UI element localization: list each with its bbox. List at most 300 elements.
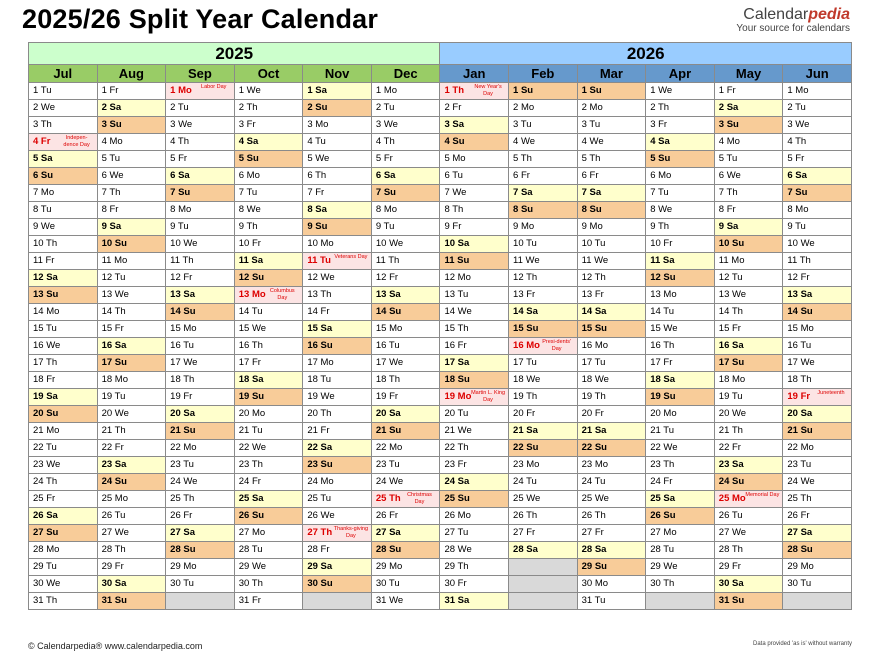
day-label: 28 Tu	[650, 544, 674, 555]
day-cell	[97, 304, 166, 321]
day-cell	[440, 593, 509, 610]
day-cell	[371, 423, 440, 440]
day-label: 10 Fr	[650, 238, 673, 249]
day-cell	[234, 321, 303, 338]
day-cell	[371, 338, 440, 355]
day-label: 22 Su	[581, 442, 607, 453]
holiday-name: Presi-dents' Day	[542, 339, 572, 352]
day-cell	[440, 423, 509, 440]
day-cell	[166, 304, 235, 321]
day-label: 23 Tu	[375, 459, 400, 470]
day-cell	[783, 117, 852, 134]
day-label: 4 Sa	[650, 136, 670, 147]
calendar-table	[28, 42, 852, 610]
day-label: 1 Su	[513, 85, 534, 96]
day-cell	[783, 100, 852, 117]
day-label: 28 Th	[101, 544, 126, 555]
day-label: 12 Mo	[444, 272, 471, 283]
day-label: 21 Th	[101, 425, 126, 436]
day-label: 3 Fr	[238, 119, 256, 130]
day-cell	[97, 202, 166, 219]
day-label: 20 Mo	[238, 408, 266, 419]
brand-logo[interactable]	[736, 6, 850, 34]
day-label: 8 Fr	[101, 204, 119, 215]
day-label: 26 We	[307, 510, 335, 521]
day-cell	[509, 440, 578, 457]
day-label: 30 We	[33, 578, 61, 589]
day-label: 14 Su	[170, 306, 196, 317]
holiday-name: New Year's Day	[474, 84, 502, 97]
day-cell	[234, 406, 303, 423]
day-label: 10 Su	[718, 238, 745, 249]
day-label: 9 Th	[238, 221, 258, 232]
day-label: 30 Mo	[581, 578, 609, 589]
holiday-cell	[303, 253, 372, 270]
year-2025-header: 2025	[29, 43, 440, 65]
day-cell	[440, 236, 509, 253]
month-header-oct: Oct	[234, 65, 303, 83]
day-row	[29, 372, 852, 389]
page-title: 2025/26 Split Year Calendar	[22, 4, 379, 34]
day-cell	[714, 287, 783, 304]
day-row	[29, 423, 852, 440]
footer-copyright: © Calendarpedia® www.calendarpedia.com	[28, 641, 203, 651]
day-cell	[577, 151, 646, 168]
holiday-name: Martin L. King Day	[471, 390, 506, 403]
day-label: 31 Su	[718, 595, 745, 606]
day-cell	[509, 168, 578, 185]
day-cell	[646, 270, 715, 287]
day-cell	[783, 236, 852, 253]
day-label: 8 Su	[513, 204, 534, 215]
day-label: 25 We	[581, 493, 609, 504]
day-cell	[166, 576, 235, 593]
day-cell	[303, 440, 372, 457]
day-row	[29, 355, 852, 372]
holiday-name: Juneteenth	[817, 390, 845, 396]
day-label: 17 Su	[101, 357, 127, 368]
day-cell	[577, 440, 646, 457]
day-cell	[783, 372, 852, 389]
day-label: 3 We	[787, 119, 810, 130]
day-cell	[783, 134, 852, 151]
day-label: 9 Sa	[718, 221, 739, 232]
day-label: 16 Mo	[581, 340, 609, 351]
empty-cell	[509, 559, 578, 576]
day-label: 13 Fr	[581, 289, 604, 300]
day-label: 6 Sa	[375, 170, 396, 181]
day-label: 30 Sa	[101, 578, 127, 589]
day-label: 21 Su	[170, 425, 196, 436]
day-cell	[29, 372, 98, 389]
day-label: 17 We	[787, 357, 815, 368]
day-cell	[646, 576, 715, 593]
day-label: 26 Fr	[787, 510, 810, 521]
day-label: 31 Su	[101, 595, 127, 606]
day-cell	[371, 457, 440, 474]
day-label: 3 We	[170, 119, 193, 130]
day-label: 29 Fr	[718, 561, 741, 572]
day-cell	[509, 457, 578, 474]
day-label: 4 Su	[444, 136, 465, 147]
day-label: 20 Fr	[581, 408, 604, 419]
day-cell	[577, 100, 646, 117]
month-header-dec: Dec	[371, 65, 440, 83]
day-cell	[371, 321, 440, 338]
day-row	[29, 185, 852, 202]
day-cell	[714, 559, 783, 576]
day-row	[29, 304, 852, 321]
holiday-name: Thanks-giving Day	[333, 526, 369, 539]
day-cell	[783, 491, 852, 508]
day-cell	[440, 576, 509, 593]
day-cell	[97, 253, 166, 270]
day-label: 14 Th	[718, 306, 743, 317]
day-label: 18 Mo	[101, 374, 128, 385]
day-label: 19 Tu	[718, 391, 743, 402]
day-label: 7 Su	[787, 187, 808, 198]
day-cell	[646, 219, 715, 236]
day-cell	[577, 593, 646, 610]
day-label: 28 Sa	[581, 544, 607, 555]
day-cell	[509, 185, 578, 202]
day-label: 18 Th	[170, 374, 195, 385]
empty-cell	[783, 593, 852, 610]
day-label: 12 Su	[650, 272, 676, 283]
day-row	[29, 576, 852, 593]
day-cell	[166, 525, 235, 542]
empty-cell	[166, 593, 235, 610]
day-label: 27 Fr	[513, 527, 536, 538]
day-label: 13 We	[101, 289, 129, 300]
day-label: 15 Sa	[307, 323, 333, 334]
day-label: 12 We	[307, 272, 335, 283]
day-cell	[303, 321, 372, 338]
day-label: 22 Su	[513, 442, 539, 453]
day-label: 19 Th	[513, 391, 538, 402]
day-label: 9 Tu	[170, 221, 189, 232]
day-cell	[577, 287, 646, 304]
day-cell	[714, 83, 783, 100]
day-cell	[371, 134, 440, 151]
day-cell	[303, 406, 372, 423]
day-cell	[29, 321, 98, 338]
day-label: 8 We	[238, 204, 261, 215]
day-label: 25 Mo	[101, 493, 128, 504]
day-cell	[97, 287, 166, 304]
day-label: 7 Tu	[650, 187, 669, 198]
day-label: 24 Tu	[513, 476, 537, 487]
day-cell	[440, 168, 509, 185]
day-label: 21 Th	[718, 425, 743, 436]
day-label: 20 Sa	[375, 408, 401, 419]
day-cell	[783, 457, 852, 474]
day-cell	[29, 491, 98, 508]
day-row	[29, 253, 852, 270]
day-cell	[646, 508, 715, 525]
day-row	[29, 338, 852, 355]
day-label: 1 Su	[581, 85, 602, 96]
day-label: 7 Th	[101, 187, 121, 198]
day-label: 13 Th	[307, 289, 332, 300]
day-cell	[29, 338, 98, 355]
day-cell	[440, 117, 509, 134]
day-label: 4 Th	[170, 136, 189, 147]
day-cell	[783, 355, 852, 372]
day-cell	[303, 508, 372, 525]
day-cell	[371, 151, 440, 168]
day-label: 23 Th	[238, 459, 263, 470]
day-label: 16 We	[33, 340, 61, 351]
day-cell	[783, 576, 852, 593]
day-cell	[509, 202, 578, 219]
brand-tagline: Your source for calendars	[736, 23, 850, 34]
day-cell	[303, 423, 372, 440]
day-label: 15 Mo	[170, 323, 197, 334]
day-cell	[234, 83, 303, 100]
day-cell	[714, 457, 783, 474]
day-cell	[783, 185, 852, 202]
day-cell	[97, 168, 166, 185]
day-cell	[303, 100, 372, 117]
day-label: 31 Tu	[581, 595, 606, 606]
day-cell	[509, 100, 578, 117]
day-label: 24 We	[375, 476, 404, 487]
day-cell	[371, 593, 440, 610]
day-label: 29 Fr	[101, 561, 124, 572]
day-label: 8 We	[650, 204, 673, 215]
day-label: 21 Su	[375, 425, 402, 436]
day-label: 13 We	[718, 289, 747, 300]
day-label: 4 Mo	[101, 136, 123, 147]
day-row	[29, 236, 852, 253]
day-label: 8 Mo	[787, 204, 809, 215]
day-cell	[303, 168, 372, 185]
day-label: 5 Fr	[170, 153, 188, 164]
day-cell	[29, 423, 98, 440]
day-cell	[646, 117, 715, 134]
day-cell	[509, 253, 578, 270]
day-cell	[646, 423, 715, 440]
day-cell	[97, 542, 166, 559]
holiday-cell	[303, 525, 372, 542]
day-row	[29, 117, 852, 134]
day-label: 21 Mo	[33, 425, 60, 436]
day-label: 8 Su	[581, 204, 602, 215]
day-cell	[577, 270, 646, 287]
day-label: 15 Fr	[101, 323, 124, 334]
day-cell	[714, 542, 783, 559]
day-cell	[783, 219, 852, 236]
day-cell	[303, 389, 372, 406]
day-cell	[783, 202, 852, 219]
day-cell	[646, 287, 715, 304]
day-cell	[234, 593, 303, 610]
day-cell	[303, 559, 372, 576]
day-label: 2 Mo	[581, 102, 603, 113]
day-cell	[234, 117, 303, 134]
day-label: 28 Th	[718, 544, 743, 555]
day-cell	[577, 457, 646, 474]
day-cell	[509, 372, 578, 389]
holiday-name: Columbus Day	[269, 288, 295, 301]
day-cell	[303, 304, 372, 321]
day-label: 20 Sa	[170, 408, 195, 419]
month-header-aug: Aug	[97, 65, 166, 83]
day-cell	[234, 253, 303, 270]
month-header-jun: Jun	[783, 65, 852, 83]
day-label: 7 Sa	[513, 187, 533, 198]
day-cell	[783, 338, 852, 355]
day-cell	[303, 236, 372, 253]
day-label: 21 Su	[787, 425, 813, 436]
day-cell	[234, 304, 303, 321]
day-cell	[577, 304, 646, 321]
day-cell	[440, 253, 509, 270]
day-label: 1 We	[238, 85, 261, 96]
day-row	[29, 83, 852, 100]
day-cell	[783, 304, 852, 321]
day-row	[29, 287, 852, 304]
day-label: 10 We	[375, 238, 404, 249]
day-cell	[166, 355, 235, 372]
day-label: 9 Su	[307, 221, 328, 232]
day-cell	[234, 491, 303, 508]
day-cell	[29, 304, 98, 321]
day-row	[29, 270, 852, 287]
day-label: 23 Tu	[787, 459, 812, 470]
day-cell	[29, 236, 98, 253]
day-cell	[646, 372, 715, 389]
day-label: 14 Tu	[650, 306, 674, 317]
day-label: 17 Fr	[238, 357, 261, 368]
day-cell	[29, 440, 98, 457]
day-label: 25 Sa	[650, 493, 676, 504]
day-label: 6 Th	[307, 170, 327, 181]
holiday-name: Indepen-dence Day	[63, 135, 90, 148]
day-cell	[646, 525, 715, 542]
day-cell	[646, 406, 715, 423]
holiday-name: Veterans Day	[334, 254, 368, 260]
day-cell	[646, 491, 715, 508]
day-cell	[577, 491, 646, 508]
day-cell	[166, 100, 235, 117]
day-cell	[371, 406, 440, 423]
day-cell	[166, 440, 235, 457]
empty-cell	[646, 593, 715, 610]
day-label: 16 Tu	[170, 340, 194, 351]
day-label: 11 We	[513, 255, 540, 266]
day-label: 14 Su	[787, 306, 813, 317]
day-cell	[234, 236, 303, 253]
day-cell	[97, 270, 166, 287]
day-label: 13 Sa	[170, 289, 195, 300]
day-cell	[97, 151, 166, 168]
day-cell	[371, 559, 440, 576]
year-header-row	[29, 43, 852, 65]
day-label: 17 We	[170, 357, 198, 368]
day-cell	[97, 372, 166, 389]
day-label: 5 Tu	[718, 153, 738, 164]
day-label: 22 Mo	[170, 442, 197, 453]
day-cell	[29, 474, 98, 491]
day-label: 17 Su	[718, 357, 745, 368]
day-cell	[371, 83, 440, 100]
day-cell	[509, 83, 578, 100]
day-label: 6 Su	[33, 170, 54, 181]
day-cell	[577, 372, 646, 389]
day-row	[29, 168, 852, 185]
day-label: 1 Mo	[375, 85, 398, 96]
day-cell	[97, 491, 166, 508]
month-header-jan: Jan	[440, 65, 509, 83]
day-cell	[97, 576, 166, 593]
day-label: 4 We	[513, 136, 536, 147]
day-label: 21 Fr	[307, 425, 330, 436]
day-label: 14 Sa	[581, 306, 607, 317]
day-cell	[714, 355, 783, 372]
day-row	[29, 525, 852, 542]
day-label: 10 We	[170, 238, 198, 249]
day-label: 2 Tu	[170, 102, 189, 113]
day-label: 15 Mo	[787, 323, 814, 334]
day-label: 23 We	[33, 459, 61, 470]
day-cell	[509, 423, 578, 440]
day-label: 1 Fr	[718, 85, 736, 96]
day-label: 12 Tu	[101, 272, 126, 283]
day-label: 20 We	[101, 408, 129, 419]
day-cell	[97, 355, 166, 372]
day-label: 30 Tu	[170, 578, 194, 589]
day-cell	[166, 474, 235, 491]
day-cell	[646, 236, 715, 253]
day-label: 27 Sa	[787, 527, 813, 538]
day-label: 28 Fr	[307, 544, 330, 555]
day-label: 26 Tu	[101, 510, 126, 521]
day-label: 31 We	[375, 595, 404, 606]
day-cell	[646, 253, 715, 270]
day-label: 7 Su	[375, 187, 396, 198]
day-cell	[29, 457, 98, 474]
day-label: 23 Th	[650, 459, 675, 470]
day-label: 27 Mo	[650, 527, 677, 538]
day-cell	[234, 151, 303, 168]
day-label: 12 Th	[581, 272, 606, 283]
day-cell	[440, 321, 509, 338]
day-cell	[166, 491, 235, 508]
day-cell	[371, 287, 440, 304]
day-label: 21 Tu	[238, 425, 263, 436]
day-cell	[97, 236, 166, 253]
day-label: 25 Th	[787, 493, 812, 504]
day-label: 16 Fr	[444, 340, 467, 351]
day-label: 17 Tu	[513, 357, 537, 368]
day-cell	[166, 219, 235, 236]
day-cell	[509, 304, 578, 321]
holiday-cell	[714, 491, 783, 508]
month-header-sep: Sep	[166, 65, 235, 83]
day-label: 20 Mo	[650, 408, 677, 419]
day-label: 6 We	[718, 170, 741, 181]
day-label: 9 Mo	[581, 221, 603, 232]
day-row	[29, 389, 852, 406]
day-label: 20 Su	[33, 408, 59, 419]
day-label: 29 We	[238, 561, 267, 572]
day-label: 8 Tu	[33, 204, 52, 215]
day-cell	[714, 321, 783, 338]
day-label: 2 Mo	[513, 102, 535, 113]
day-cell	[577, 219, 646, 236]
